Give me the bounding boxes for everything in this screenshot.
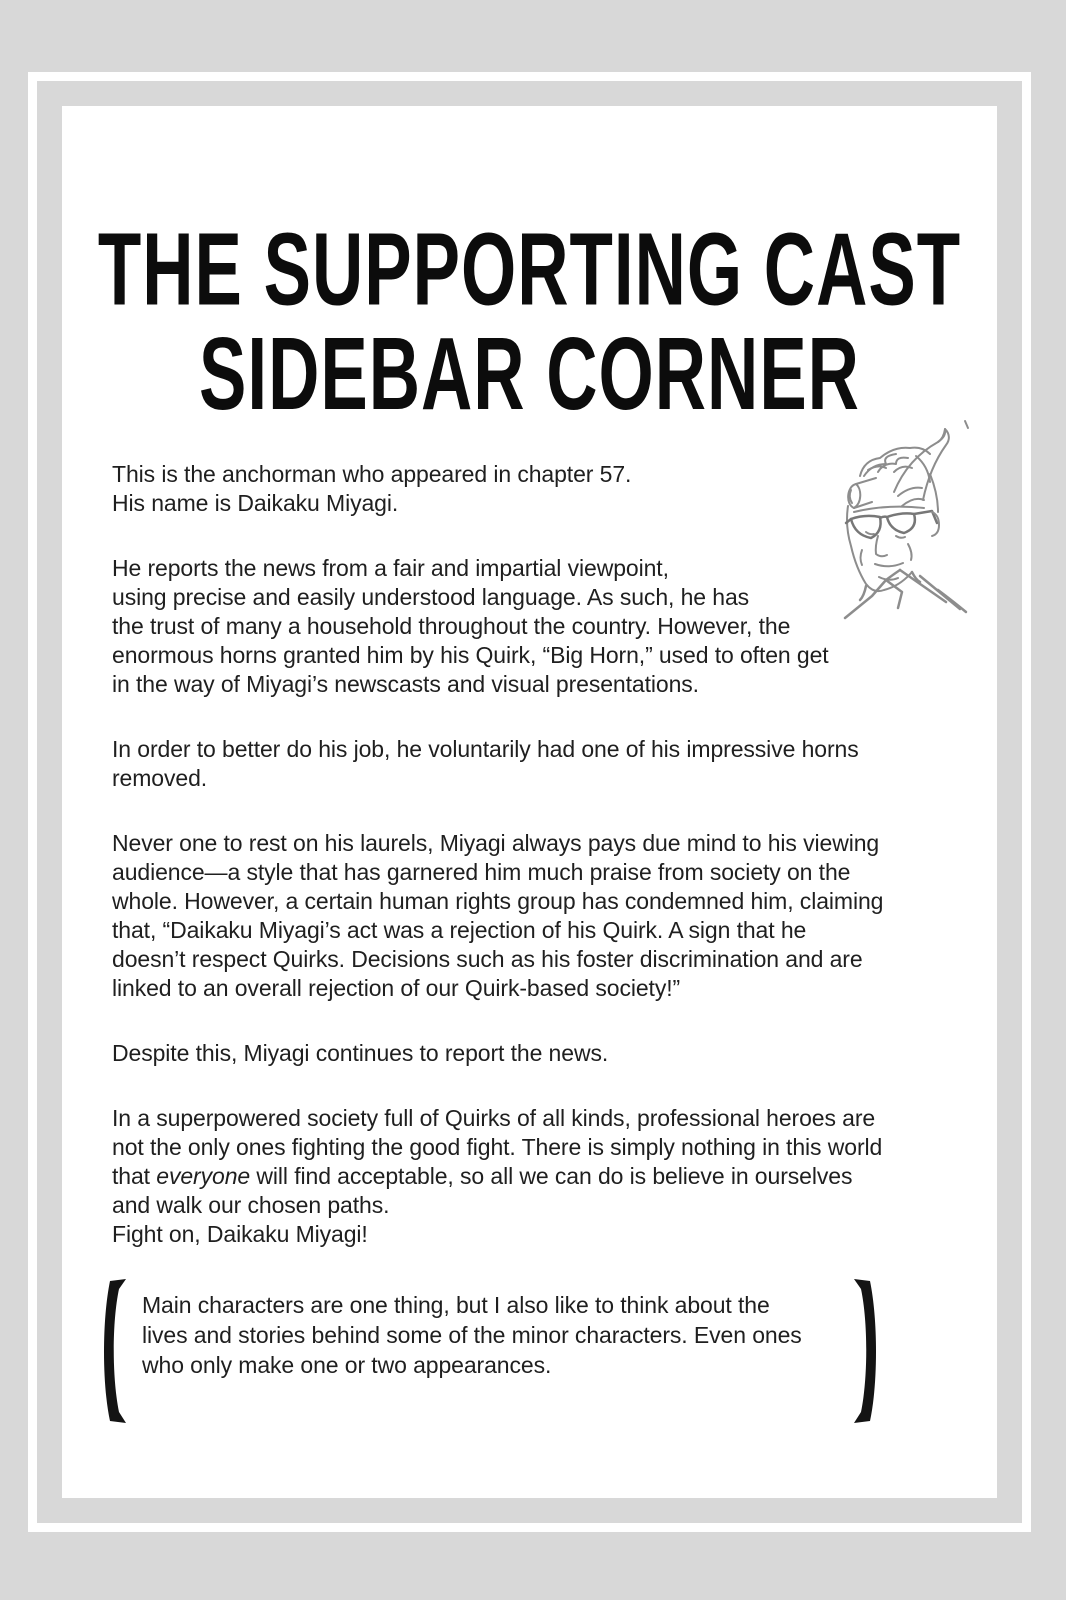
title-line-2: SIDEBAR CORNER — [199, 317, 860, 433]
paragraph — [112, 735, 974, 793]
text-line-segment: audience—a style that has garnered him much praise from society on the — [112, 859, 851, 885]
page-title — [62, 55, 997, 433]
author-note — [100, 1278, 880, 1424]
text-line-segment: His name is Daikaku Miyagi. — [112, 490, 399, 516]
text-line-segment: Never one to rest on his laurels, Miyagi always pays due mind to his viewing — [112, 830, 880, 856]
text-line-segment: using precise and easily understood language. As such, he has — [112, 584, 750, 610]
text-line-segment: He reports the news from a fair and impartial viewpoint, — [112, 555, 669, 581]
text-line-segment: who only make one or two appearances. — [142, 1352, 552, 1378]
text-line-segment: that — [112, 1163, 157, 1189]
text-line-segment: Main characters are one thing, but I also like to think about the — [142, 1292, 770, 1318]
opening-bracket-icon — [100, 1278, 128, 1424]
paragraph — [112, 829, 974, 1003]
text-line-segment: enormous horns granted him by his Quirk, “Big Horn,” used to often get — [112, 642, 829, 668]
text-line-segment: linked to an overall rejection of our Quirk-based society!” — [112, 975, 681, 1001]
paragraph — [112, 1039, 974, 1068]
text-line-segment: whole. However, a certain human rights group has condemned him, claiming — [112, 888, 884, 914]
sidebar-page — [62, 106, 997, 1498]
text-line-segment: that, “Daikaku Miyagi’s act was a rejection of his Quirk. A sign that he — [112, 917, 807, 943]
text-line-segment: This is the anchorman who appeared in chapter 57. — [112, 461, 632, 487]
text-line-segment: will find acceptable, so all we can do is believe in ourselves — [250, 1163, 853, 1189]
paragraph — [112, 1104, 974, 1249]
sketch-hair — [860, 448, 930, 482]
text-line-segment: not the only ones fighting the good fight. There is simply nothing in this world — [112, 1134, 883, 1160]
page-frame — [28, 72, 1031, 1532]
text-line-segment: doesn’t respect Quirks. Decisions such as his foster discrimination and are — [112, 946, 863, 972]
sketch-glasses — [846, 511, 937, 538]
text-line-segment: lives and stories behind some of the minor characters. Even ones — [142, 1322, 802, 1348]
sketch-tick-mark — [965, 421, 968, 428]
author-note-text — [128, 1278, 852, 1380]
text-line-segment: the trust of many a household throughout the country. However, the — [112, 613, 791, 639]
emphasized-text: everyone — [156, 1163, 251, 1189]
text-line-segment: Despite this, Miyagi continues to report the news. — [112, 1040, 609, 1066]
text-line-segment: In a superpowered society full of Quirks of all kinds, professional heroes are — [112, 1105, 876, 1131]
title-line-1: THE SUPPORTING CAST — [97, 213, 962, 328]
closing-bracket-icon — [852, 1278, 880, 1424]
sketch-cut-horn-stub — [848, 478, 876, 508]
text-line-segment: removed. — [112, 765, 208, 791]
text-line-segment: in the way of Miyagi’s newscasts and visual presentations. — [112, 671, 699, 697]
text-line-segment: Fight on, Daikaku Miyagi! — [112, 1221, 368, 1247]
text-line-segment: In order to better do his job, he voluntarily had one of his impressive horns — [112, 736, 859, 762]
miyagi-sketch — [838, 412, 978, 624]
text-line-segment: and walk our chosen paths. — [112, 1192, 390, 1218]
